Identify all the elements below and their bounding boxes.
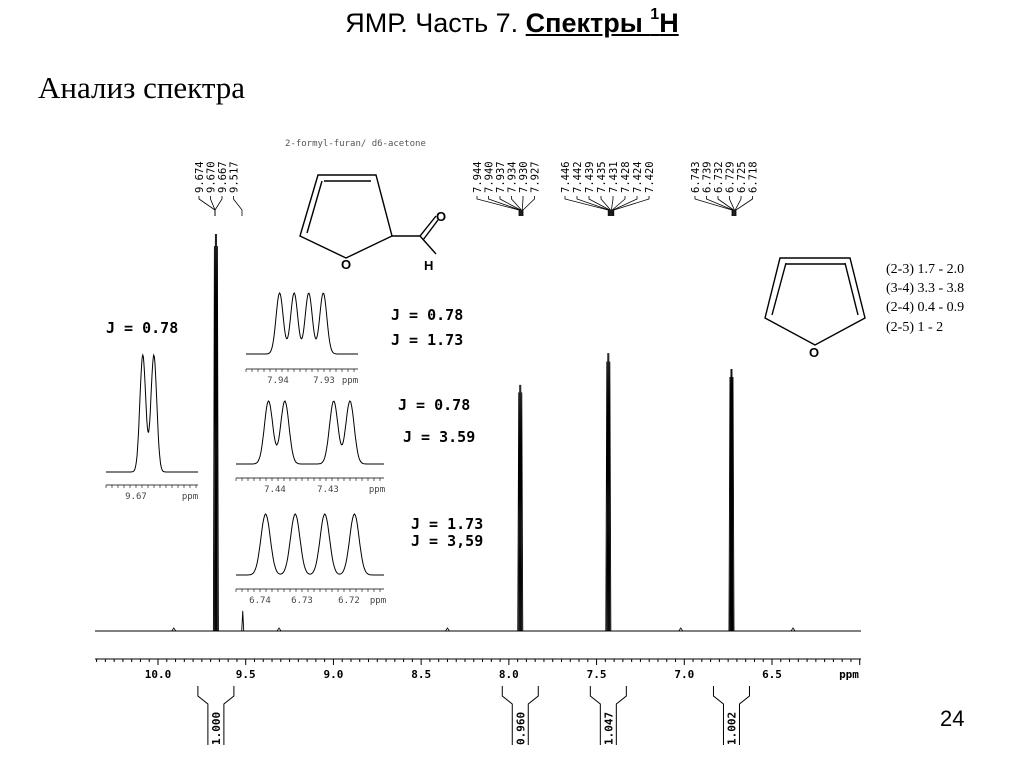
integral-bracket-left [590,686,600,745]
peak-label-leader [718,196,734,216]
integral-value: 0.960 [514,711,528,745]
axis-unit-label: ppm [839,668,859,681]
peak-label: 6.729 [724,161,737,193]
peak-label: 7.424 [632,161,644,193]
peak-label: 7.446 [560,161,572,193]
multiplet-insets [106,293,386,606]
peak-label: 7.435 [596,161,608,193]
peak-label: 6.743 [690,161,702,193]
ppm-axis [95,659,861,681]
peak-label: 6.725 [736,161,748,193]
peak-label: 6.732 [713,161,725,193]
spectrum-peak [518,385,523,631]
inset-unit-label: ppm [368,485,386,495]
integral-bracket-left [713,686,723,745]
furan-oxygen-label: O [809,345,820,360]
axis-tick-label: 9.5 [235,668,256,681]
j-label-h4-b: J = 3,59 [411,532,484,550]
ring-oxygen-label: O [341,257,352,272]
peak-label-group [194,161,242,216]
peak-label-leader [523,196,535,216]
peak-label-leader [215,196,222,216]
integral-bracket-right [528,686,538,745]
integral-region [713,686,749,745]
peak-label-leader [695,196,732,216]
inset-trace [106,355,198,472]
peak-label: 9.674 [194,161,206,193]
peak-label: 9.667 [217,161,229,193]
peak-label: 9.517 [228,161,241,193]
furan-structure [765,258,865,345]
inset-tick-label: 7.44 [264,485,286,495]
peak-label-leader [736,196,753,216]
peak-label-group [560,161,656,216]
inset-tick-label: 7.43 [317,485,339,495]
peak-label-leader [211,196,216,216]
inset-h4 [236,514,386,606]
aldehyde-hydrogen-label: H [424,258,434,273]
peak-label: 7.442 [572,161,584,193]
spectrum-peak [729,369,734,631]
peak-label-leader [234,196,243,216]
coupling-row: (3-4) 3.3 - 3.8 [886,281,965,296]
j-label-h4-a: J = 1.73 [411,515,484,533]
inset-tick-label: 7.94 [267,376,289,386]
integral-region [590,686,626,745]
inset-unit-label: ppm [181,492,199,502]
integral-bracket-right [224,686,234,745]
axis-tick-label: 9.0 [323,668,344,681]
spectrum-peak [606,353,611,631]
integral-bracket-right [739,686,749,745]
peak-label: 7.439 [584,161,596,193]
axis-tick-label: 7.0 [674,668,695,681]
coupling-row: (2-3) 1.7 - 2.0 [886,262,965,277]
j-label-h3-a: J = 0.78 [398,396,471,414]
inset-tick-label: 6.74 [249,596,271,606]
peak-label: 7.944 [472,161,484,193]
spectrum-trace [95,234,861,631]
peak-label: 7.937 [495,161,507,193]
aldehyde-oxygen-label: O [436,209,447,224]
spectrum-peak [213,234,218,631]
j-label-h5-a: J = 0.78 [391,306,464,324]
inset-h3 [236,401,385,495]
peak-label-group [472,161,542,216]
coupling-row: (2-4) 0.4 - 0.9 [886,300,965,315]
inset-unit-label: ppm [369,596,387,606]
integral-region [502,686,538,745]
page-number: 24 [940,706,965,731]
integral-value: 1.047 [602,711,616,745]
peak-line [242,611,244,631]
peak-label: 7.420 [644,161,656,193]
inset-unit-label: ppm [341,376,359,386]
axis-tick-label: 10.0 [144,668,172,681]
peak-label: 9.670 [205,161,218,193]
coupling-table [886,262,964,335]
inset-h5 [246,293,358,386]
j-label-h3-b: J = 3.59 [403,428,476,446]
j-label-h5-b: J = 1.73 [391,331,464,349]
inset-tick-label: 6.72 [338,596,360,606]
peak-label-leader [614,196,649,216]
inset-trace [236,401,384,464]
title-bold-text: Спектры [525,8,651,38]
inset-trace [236,514,384,575]
axis-tick-label: 8.0 [498,668,519,681]
title-superscript: 1 [650,6,660,23]
axis-tick-label: 8.5 [411,668,432,681]
integral-bracket-left [198,686,208,745]
peak-label-groups [194,161,760,216]
j-label-aldehyde: J = 0.78 [106,319,179,337]
title-prefix: ЯМР. Часть 7. [345,8,526,38]
coupling-row: (2-5) 1 - 2 [886,320,944,335]
axis-tick-label: 7.5 [586,668,607,681]
inset-tick-label: 7.93 [313,376,335,386]
inset-tick-label: 6.73 [291,596,313,606]
peak-label: 7.431 [608,161,620,193]
j-labels [106,306,483,550]
slide-subtitle: Анализ спектра [38,70,246,105]
integral-region [198,686,234,745]
peak-label-group [690,161,760,216]
peak-label: 7.940 [483,161,496,193]
integral-value: 1.002 [725,711,739,745]
peak-label: 7.927 [529,161,542,193]
peak-label: 6.718 [747,161,760,193]
integral-value: 1.000 [209,711,223,745]
peak-label: 7.930 [518,161,530,193]
inset-trace [246,293,358,354]
integral-regions [198,686,750,745]
inset-cho [106,355,198,502]
peak-label: 6.739 [701,161,714,193]
peak-label: 7.934 [506,161,519,193]
title-suffix: Н [659,8,679,38]
sample-label: 2-formyl-furan/ d6-acetone [285,139,426,149]
peak-label: 7.428 [620,161,632,193]
peak-label-leader [199,196,215,216]
integral-bracket-left [502,686,512,745]
formylfuran-structure [300,175,438,258]
integral-bracket-right [616,686,626,745]
axis-tick-label: 6.5 [762,668,782,681]
inset-tick-label: 9.67 [125,492,147,502]
spectrum-peak [242,611,244,631]
